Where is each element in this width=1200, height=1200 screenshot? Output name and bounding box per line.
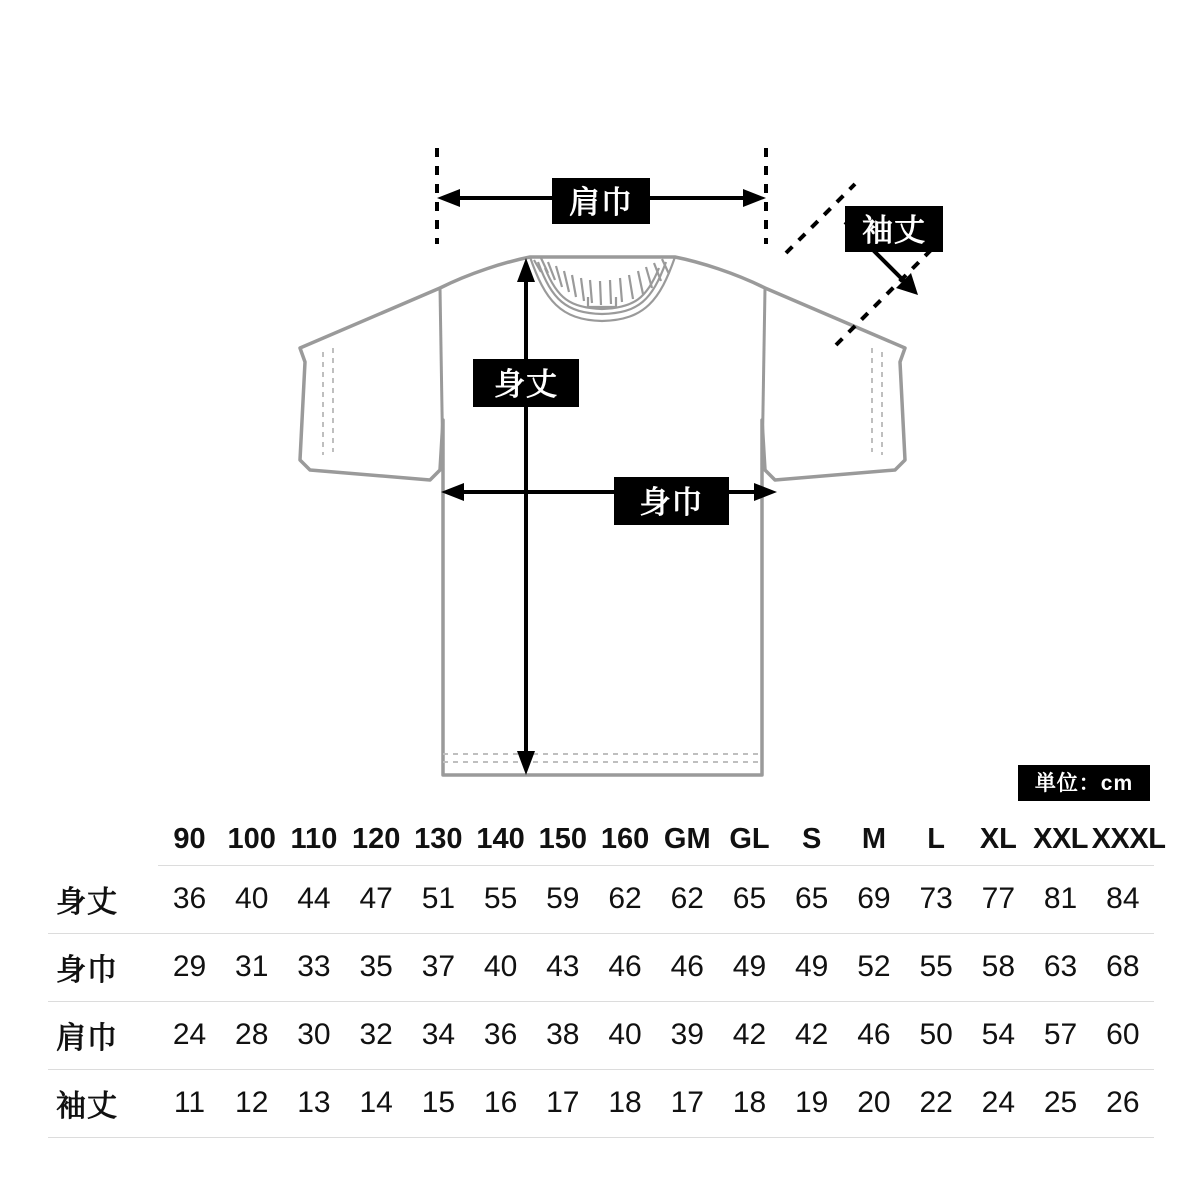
cell: 46 — [843, 1001, 905, 1069]
cell: 17 — [656, 1069, 718, 1137]
col-header: 150 — [532, 812, 594, 866]
cell: 38 — [532, 1001, 594, 1069]
cell: 58 — [967, 933, 1029, 1001]
label-body-length: 身丈 — [473, 359, 579, 407]
table-row — [48, 1001, 1154, 1069]
cell: 65 — [718, 866, 780, 934]
col-header: S — [781, 812, 843, 866]
cell: 43 — [532, 933, 594, 1001]
cell: 25 — [1029, 1069, 1091, 1137]
cell: 55 — [905, 933, 967, 1001]
col-header: 160 — [594, 812, 656, 866]
cell: 40 — [594, 1001, 656, 1069]
cell: 52 — [843, 933, 905, 1001]
cell: 68 — [1092, 933, 1154, 1001]
cell: 24 — [158, 1001, 220, 1069]
cell: 81 — [1029, 866, 1091, 934]
col-header: 100 — [221, 812, 283, 866]
cell: 16 — [469, 1069, 531, 1137]
col-header: 120 — [345, 812, 407, 866]
label-body-width: 身巾 — [614, 477, 729, 525]
cell: 34 — [407, 1001, 469, 1069]
cell: 18 — [718, 1069, 780, 1137]
col-header: GL — [718, 812, 780, 866]
col-header: 130 — [407, 812, 469, 866]
cell: 42 — [781, 1001, 843, 1069]
cell: 24 — [967, 1069, 1029, 1137]
cell: 40 — [221, 866, 283, 934]
cell: 46 — [594, 933, 656, 1001]
cell: 22 — [905, 1069, 967, 1137]
table-row — [48, 866, 1154, 934]
cell: 49 — [718, 933, 780, 1001]
cell: 59 — [532, 866, 594, 934]
cell: 13 — [283, 1069, 345, 1137]
cell: 49 — [781, 933, 843, 1001]
cell: 60 — [1092, 1001, 1154, 1069]
row-header: 肩巾 — [48, 1001, 158, 1069]
cell: 69 — [843, 866, 905, 934]
cell: 14 — [345, 1069, 407, 1137]
cell: 11 — [158, 1069, 220, 1137]
label-shoulder-width: 肩巾 — [552, 178, 650, 224]
cell: 46 — [656, 933, 718, 1001]
tshirt-outline — [300, 257, 905, 775]
col-header: 110 — [283, 812, 345, 866]
cell: 47 — [345, 866, 407, 934]
col-header: L — [905, 812, 967, 866]
table-corner-cell — [48, 812, 158, 866]
cell: 36 — [158, 866, 220, 934]
body-length-arrow — [517, 258, 535, 775]
cell: 65 — [781, 866, 843, 934]
cell: 44 — [283, 866, 345, 934]
cell: 51 — [407, 866, 469, 934]
cell: 77 — [967, 866, 1029, 934]
col-header: XL — [967, 812, 1029, 866]
table-header-row — [48, 812, 1154, 866]
label-sleeve-length: 袖丈 — [845, 206, 943, 252]
table-body — [48, 866, 1154, 1138]
cell: 73 — [905, 866, 967, 934]
col-header: XXXL — [1092, 812, 1154, 866]
cell: 12 — [221, 1069, 283, 1137]
cell: 57 — [1029, 1001, 1091, 1069]
cell: 63 — [1029, 933, 1091, 1001]
row-header: 袖丈 — [48, 1069, 158, 1137]
cell: 17 — [532, 1069, 594, 1137]
cell: 31 — [221, 933, 283, 1001]
cell: 36 — [469, 1001, 531, 1069]
cell: 50 — [905, 1001, 967, 1069]
col-header: GM — [656, 812, 718, 866]
cell: 40 — [469, 933, 531, 1001]
cell: 18 — [594, 1069, 656, 1137]
cell: 62 — [594, 866, 656, 934]
col-header: 140 — [469, 812, 531, 866]
cell: 39 — [656, 1001, 718, 1069]
unit-note: 単位：cm — [1018, 765, 1150, 801]
row-header: 身丈 — [48, 866, 158, 934]
cell: 35 — [345, 933, 407, 1001]
table-header — [48, 812, 1166, 866]
col-header: 90 — [158, 812, 220, 866]
cell: 84 — [1092, 866, 1154, 934]
size-table — [48, 812, 1166, 1138]
collar-icon — [530, 257, 675, 321]
cell: 26 — [1092, 1069, 1154, 1137]
cell: 42 — [718, 1001, 780, 1069]
cell: 62 — [656, 866, 718, 934]
cell: 19 — [781, 1069, 843, 1137]
cell: 55 — [469, 866, 531, 934]
cell: 15 — [407, 1069, 469, 1137]
cell: 37 — [407, 933, 469, 1001]
cell: 33 — [283, 933, 345, 1001]
col-header: XXL — [1029, 812, 1091, 866]
table-row — [48, 1069, 1154, 1137]
row-header: 身巾 — [48, 933, 158, 1001]
cell: 30 — [283, 1001, 345, 1069]
cell: 29 — [158, 933, 220, 1001]
cell: 20 — [843, 1069, 905, 1137]
col-header: M — [843, 812, 905, 866]
cell: 28 — [221, 1001, 283, 1069]
cell: 32 — [345, 1001, 407, 1069]
cell: 54 — [967, 1001, 1029, 1069]
stitching-lines — [323, 348, 882, 762]
table-row — [48, 933, 1154, 1001]
